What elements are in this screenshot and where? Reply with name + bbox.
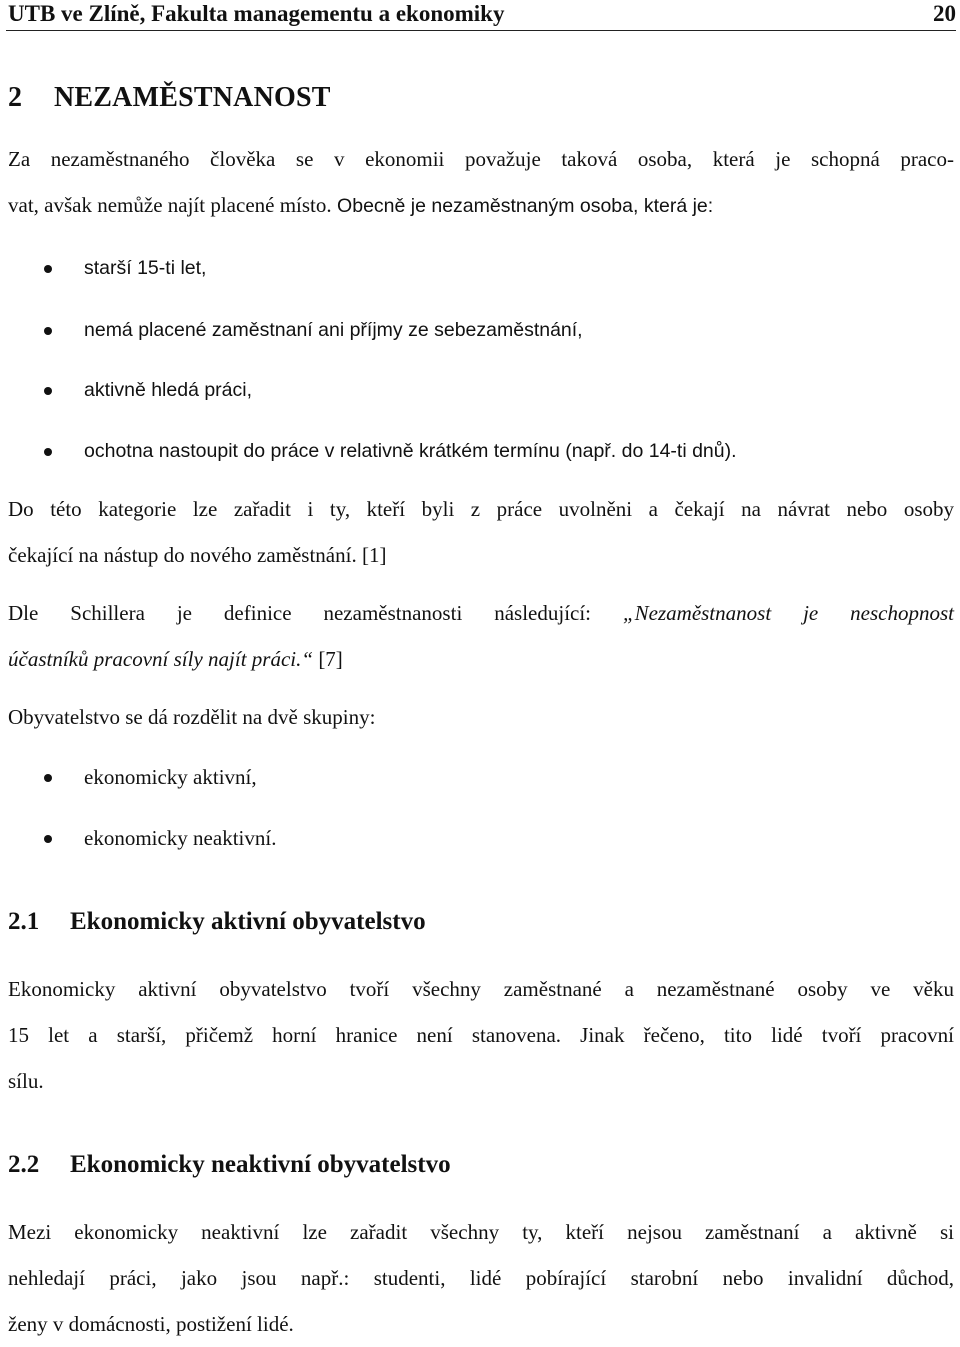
s2-line-1: Mezi ekonomicky neaktivní lze zařadit všechny ty, kteří nejsou zaměstnaní a aktivně si [8, 1220, 954, 1244]
paragraph-4 [8, 694, 954, 740]
para3-lead: Dle Schillera je definice nezaměstnanosti následující: [8, 601, 623, 625]
para4-line: Obyvatelstvo se dá rozdělit na dvě skupiny: [8, 705, 376, 729]
intro-paragraph [8, 136, 954, 228]
para2-line-1: Do této kategorie lze zařadit i ty, kteří byli z práce uvolněni a čekají na návrat nebo osoby [8, 497, 954, 521]
group-text: ekonomicky aktivní, [84, 765, 257, 789]
intro-line-1: Za nezaměstnaného člověka se v ekonomii považuje taková osoba, která je schopná praco- [8, 147, 954, 171]
criterion-text: starší 15-ti let, [84, 257, 207, 279]
citation-ref: [7] [313, 647, 343, 671]
running-header [6, 0, 956, 31]
bullet-icon [44, 265, 52, 273]
bullet-icon [44, 387, 52, 395]
criterion-text: aktivně hledá práci, [84, 379, 253, 401]
s2-line-2: nehledají práci, jako jsou např.: studenti, lidé pobírající starobní nebo invalidní důchod, [8, 1266, 954, 1290]
section-2-2-paragraph [8, 1209, 954, 1347]
intro-line-2a: vat, avšak nemůže najít placené místo. [8, 193, 332, 217]
intro-line-2 [8, 182, 954, 228]
intro-line-2b: Obecně je nezaměstnaným osoba, která je: [331, 195, 714, 217]
header-title: UTB ve Zlíně, Fakulta managementu a ekonomiky [8, 1, 505, 26]
s1-line-2: 15 let a starší, přičemž horní hranice není stanovena. Jinak řečeno, tito lidé tvoří pracovní [8, 1023, 954, 1047]
bullet-icon [44, 774, 52, 782]
bullet-icon [44, 448, 52, 456]
paragraph-2 [8, 486, 954, 578]
bullet-icon [44, 327, 52, 335]
schiller-quote-start: „Nezaměstnanost je neschopnost [622, 601, 954, 625]
para3-line-2 [8, 636, 954, 682]
section-number: 2.2 [8, 1151, 40, 1178]
s1-line-3: sílu. [8, 1069, 44, 1093]
criterion-text: ochotna nastoupit do práce v relativně krátkém termínu (např. do 14-ti dnů). [84, 440, 737, 462]
section-title: Ekonomicky neaktivní obyvatelstvo [70, 1151, 451, 1178]
s1-line-1: Ekonomicky aktivní obyvatelstvo tvoří všechny zaměstnané a nezaměstnané osoby ve věku [8, 977, 954, 1001]
bullet-icon [44, 835, 52, 843]
page-number: 20 [933, 1, 956, 26]
chapter-title: NEZAMĚSTNANOST [54, 82, 331, 113]
criterion-text: nemá placené zaměstnaní ani příjmy ze sebezaměstnání, [84, 319, 583, 341]
section-heading-2-2 [8, 1151, 451, 1179]
para2-line-2: čekající na nástup do nového zaměstnání. [1] [8, 543, 387, 567]
section-number: 2.1 [8, 908, 40, 935]
section-heading-2-1 [8, 908, 426, 936]
paragraph-3 [8, 590, 954, 682]
chapter-heading [8, 82, 331, 114]
section-2-1-paragraph [8, 966, 954, 1104]
chapter-number: 2 [8, 82, 23, 113]
s2-line-3: ženy v domácnosti, postižení lidé. [8, 1312, 294, 1336]
schiller-quote-end: účastníků pracovní síly najít práci.“ [8, 647, 314, 671]
group-text: ekonomicky neaktivní. [84, 826, 277, 850]
para3-line-1 [8, 590, 954, 636]
section-title: Ekonomicky aktivní obyvatelstvo [70, 908, 426, 935]
